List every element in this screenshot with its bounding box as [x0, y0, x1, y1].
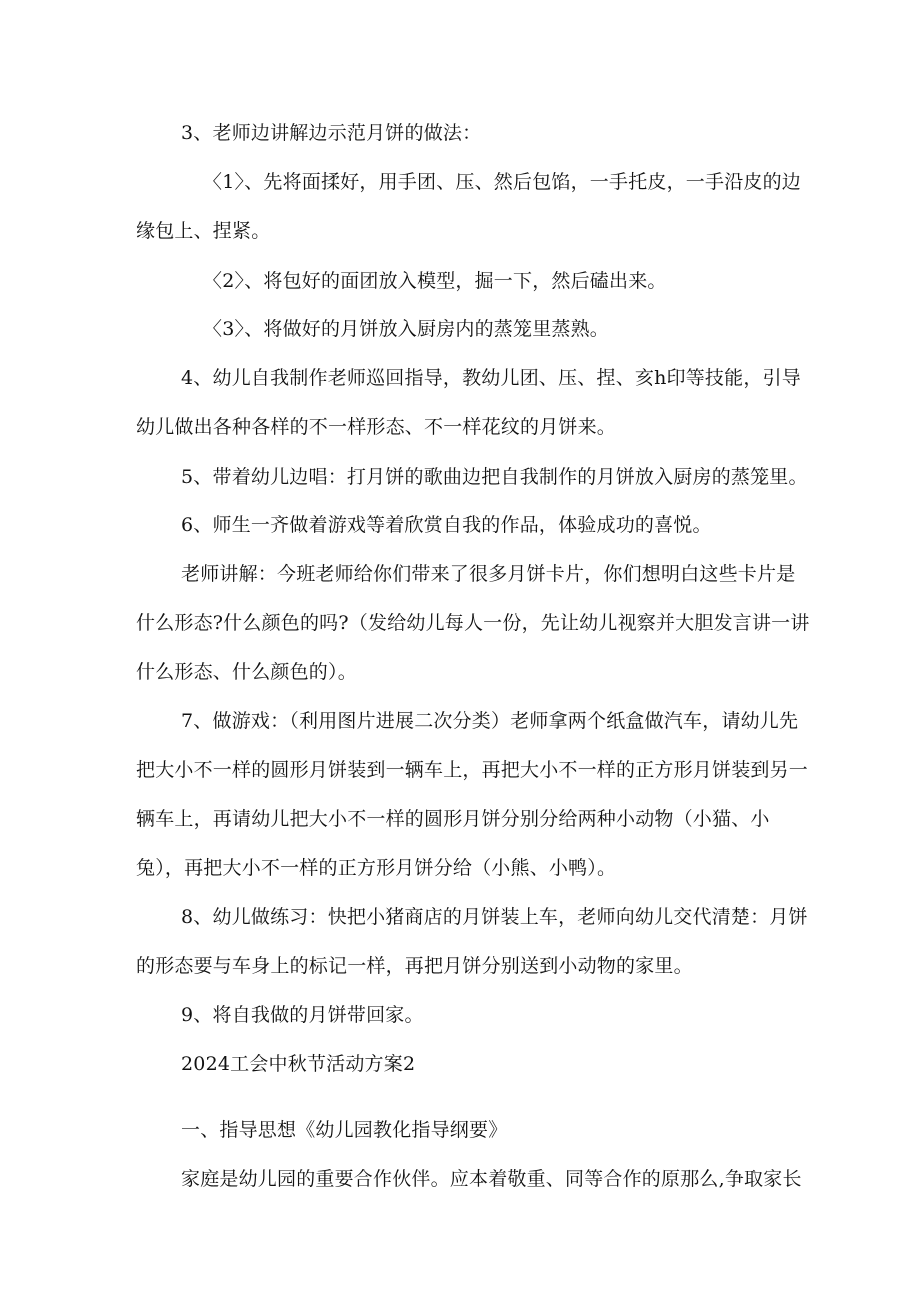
section-title: 2024工会中秋节活动方案2 [181, 1053, 416, 1075]
paragraph-step-3-3: 〈3〉、将做好的月饼放入厨房内的蒸笼里蒸熟。 [203, 318, 609, 340]
paragraph-step-7-line-3: 辆车上，再请幼儿把大小不一样的圆形月饼分别分给两种小动物（小猫、小 [136, 808, 770, 830]
section-body-line-1: 家庭是幼儿园的重要合作伙伴。应本着敬重、同等合作的原那么,争取家长 [181, 1168, 802, 1190]
section-heading-guiding-ideology: 一、指导思想《幼儿园教化指导纲要》 [181, 1119, 508, 1141]
paragraph-step-3-1-line-1: 〈1〉、先将面揉好，用手团、压、然后包馅，一手托皮，一手沿皮的边 [203, 171, 801, 193]
paragraph-teacher-line-3: 什么形态、什么颜色的）。 [136, 661, 357, 683]
paragraph-teacher-line-2: 什么形态?什么颜色的吗?（发给幼儿每人一份，先让幼儿视察并大胆发言讲一讲 [136, 612, 810, 634]
paragraph-step-4-line-2: 幼儿做出各种各样的不一样形态、不一样花纹的月饼来。 [136, 416, 617, 438]
paragraph-teacher-line-1: 老师讲解：今班老师给你们带来了很多月饼卡片，你们想明白这些卡片是 [181, 563, 796, 585]
paragraph-step-8-line-1: 8、幼儿做练习：快把小猪商店的月饼装上车，老师向幼儿交代清楚：月饼 [181, 906, 808, 928]
paragraph-step-8-line-2: 的形态要与车身上的标记一样，再把月饼分别送到小动物的家里。 [136, 955, 693, 977]
paragraph-step-5: 5、带着幼儿边唱：打月饼的歌曲边把自我制作的月饼放入厨房的蒸笼里。 [181, 466, 808, 488]
paragraph-step-4-line-1: 4、幼儿自我制作老师巡回指导，教幼儿团、压、捏、亥h印等技能，引导 [181, 367, 801, 389]
paragraph-step-3: 3、老师边讲解边示范月饼的做法： [181, 122, 482, 144]
paragraph-step-7-line-2: 把大小不一样的圆形月饼装到一辆车上，再把大小不一样的正方形月饼装到另一 [136, 759, 809, 781]
paragraph-step-3-1-line-2: 缘包上、捏紧。 [136, 220, 271, 242]
paragraph-step-9: 9、将自我做的月饼带回家。 [181, 1004, 424, 1026]
paragraph-step-3-2: 〈2〉、将包好的面团放入模型，掘一下，然后磕出来。 [203, 270, 667, 292]
paragraph-step-6: 6、师生一齐做着游戏等着欣赏自我的作品，体验成功的喜悦。 [181, 514, 712, 536]
paragraph-step-7-line-1: 7、做游戏：（利用图片进展二次分类）老师拿两个纸盒做汽车，请幼儿先 [181, 710, 799, 732]
paragraph-step-7-line-4: 兔），再把大小不一样的正方形月饼分给（小熊、小鸭）。 [136, 857, 617, 879]
